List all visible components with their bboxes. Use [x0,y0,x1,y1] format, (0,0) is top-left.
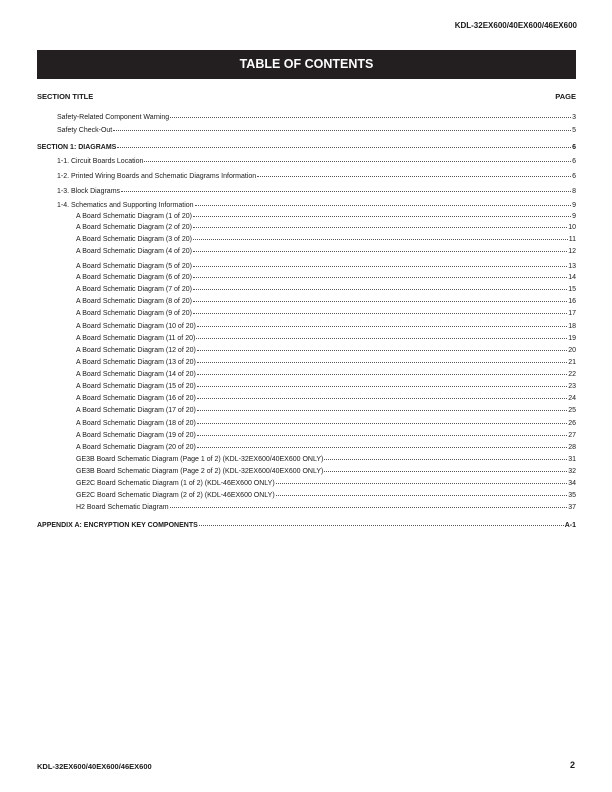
toc-entry[interactable]: A Board Schematic Diagram (17 of 20) 25 [76,405,576,414]
page-title-banner: TABLE OF CONTENTS [37,50,576,79]
dot-leader [193,210,571,217]
toc-entry[interactable]: APPENDIX A: ENCRYPTION KEY COMPONENTS A-1 [37,520,576,529]
toc-entry[interactable]: A Board Schematic Diagram (18 of 20) 26 [76,418,576,427]
footer-page-number: 2 [569,760,575,770]
toc-entry[interactable]: A Board Schematic Diagram (4 of 20) 12 [76,246,576,255]
dot-leader [193,221,567,228]
toc-entry[interactable]: A Board Schematic Diagram (20 of 20) 28 [76,442,576,451]
dot-leader [193,283,567,290]
page-header: PAGE [555,92,576,101]
dot-leader [197,344,567,351]
toc-entry[interactable]: GE3B Board Schematic Diagram (Page 2 of 2) (KDL-32EX600/40EX600 ONLY) 32 [76,466,576,475]
toc-entry[interactable]: 1-4. Schematics and Supporting Information 9 [57,200,576,209]
toc-entry[interactable]: A Board Schematic Diagram (10 of 20) 18 [76,321,576,330]
dot-leader [170,111,571,118]
dot-leader [197,404,567,411]
toc-entry[interactable]: A Board Schematic Diagram (5 of 20) 13 [76,261,576,270]
dot-leader [197,368,567,375]
dot-leader [193,307,567,314]
dot-leader [276,477,568,484]
toc-entry[interactable]: A Board Schematic Diagram (6 of 20) 14 [76,272,576,281]
dot-leader [324,453,567,460]
dot-leader [193,271,567,278]
toc-entry[interactable]: A Board Schematic Diagram (13 of 20) 21 [76,357,576,366]
header-model: KDL-32EX600/40EX600/46EX600 [454,21,577,30]
toc-entry[interactable]: A Board Schematic Diagram (19 of 20) 27 [76,430,576,439]
toc-entry[interactable]: A Board Schematic Diagram (3 of 20) 11 [76,234,576,243]
toc-entry[interactable]: A Board Schematic Diagram (12 of 20) 20 [76,345,576,354]
dot-leader [324,465,567,472]
dot-leader [195,199,572,206]
dot-leader [197,320,567,327]
dot-leader [199,519,564,526]
toc-entry[interactable]: GE3B Board Schematic Diagram (Page 1 of 2) (KDL-32EX600/40EX600 ONLY) 31 [76,454,576,463]
toc-entry[interactable]: A Board Schematic Diagram (1 of 20) 9 [76,211,576,220]
toc-entry[interactable]: GE2C Board Schematic Diagram (1 of 2) (KDL-46EX600 ONLY) 34 [76,478,576,487]
toc-entry[interactable]: Safety Check-Out 5 [57,125,576,134]
dot-leader [197,417,567,424]
toc-entry[interactable]: A Board Schematic Diagram (14 of 20) 22 [76,369,576,378]
toc-entry[interactable]: H2 Board Schematic Diagram 37 [76,502,576,511]
toc-entry[interactable]: A Board Schematic Diagram (2 of 20) 10 [76,222,576,231]
dot-leader [193,233,568,240]
section-title-header: SECTION TITLE [37,92,94,101]
dot-leader [197,441,567,448]
toc-entry[interactable]: A Board Schematic Diagram (8 of 20) 16 [76,296,576,305]
dot-leader [196,332,567,339]
toc-entry[interactable]: GE2C Board Schematic Diagram (2 of 2) (KDL-46EX600 ONLY) 35 [76,490,576,499]
toc-entry[interactable]: SECTION 1: DIAGRAMS 6 [37,142,576,151]
dot-leader [193,245,567,252]
dot-leader [197,429,567,436]
dot-leader [276,489,568,496]
dot-leader [193,260,567,267]
dot-leader [197,392,567,399]
toc-entry[interactable]: 1-1. Circuit Boards Location 6 [57,156,576,165]
dot-leader [144,155,571,162]
dot-leader [121,185,571,192]
dot-leader [197,356,567,363]
toc-entry[interactable]: A Board Schematic Diagram (16 of 20) 24 [76,393,576,402]
toc-entry[interactable]: A Board Schematic Diagram (7 of 20) 15 [76,284,576,293]
dot-leader [117,141,571,148]
dot-leader [257,170,571,177]
toc-entry[interactable]: A Board Schematic Diagram (9 of 20) 17 [76,308,576,317]
dot-leader [113,124,571,131]
toc-entry[interactable]: 1-2. Printed Wiring Boards and Schematic Diagrams Information 6 [57,171,576,180]
dot-leader [170,501,568,508]
toc-entry[interactable]: A Board Schematic Diagram (15 of 20) 23 [76,381,576,390]
toc-entry[interactable]: 1-3. Block Diagrams 8 [57,186,576,195]
dot-leader [197,380,567,387]
toc-entry[interactable]: A Board Schematic Diagram (11 of 20) 19 [76,333,576,342]
toc-entry[interactable]: Safety-Related Component Warning 3 [57,112,576,121]
toc-column-headers [37,92,576,104]
dot-leader [193,295,567,302]
footer-model: KDL-32EX600/40EX600/46EX600 [37,762,152,771]
